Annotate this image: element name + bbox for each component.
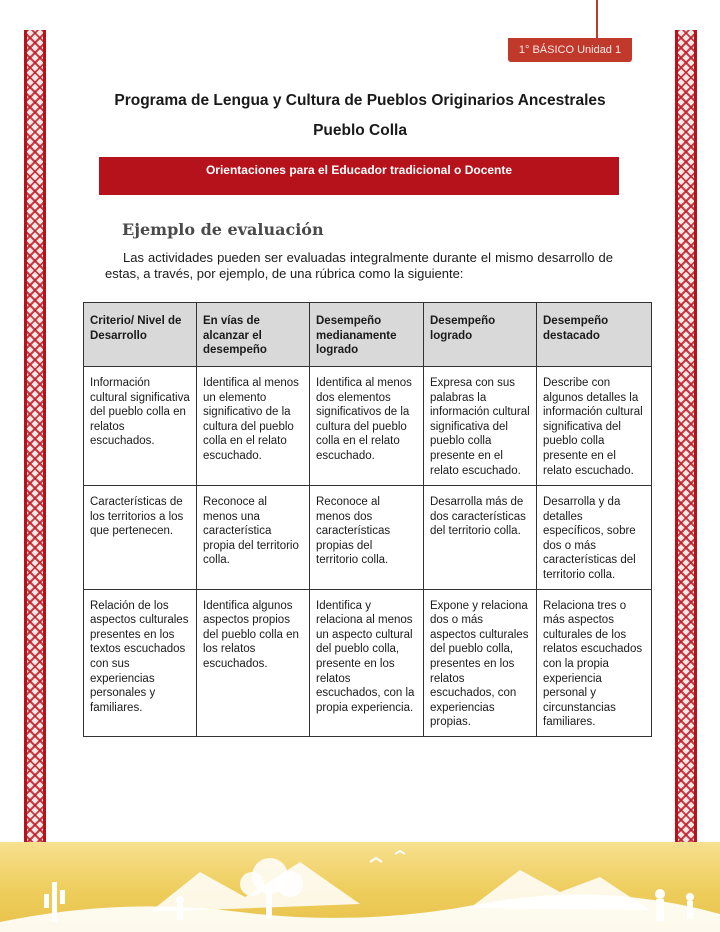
header-cell-medianamente: Desempeño medianamente logrado	[310, 303, 424, 367]
table-cell: Características de los territorios a los que pertenecen.	[84, 486, 197, 590]
decorative-border-right	[675, 30, 697, 845]
landscape-illustration	[0, 842, 720, 932]
table-cell: Reconoce al menos una característica propia del territorio colla.	[197, 486, 310, 590]
table-cell: Identifica al menos dos elementos significativos de la cultura del pueblo colla en el relato escuchado.	[310, 367, 424, 486]
table-cell: Identifica algunos aspectos propios del pueblo colla en los relatos escuchados.	[197, 589, 310, 736]
rubric-table	[83, 302, 652, 737]
header-cell-criterio: Criterio/ Nivel de Desarrollo	[84, 303, 197, 367]
table-row	[84, 589, 652, 736]
header-cell-en-vias: En vías de alcanzar el desempeño	[197, 303, 310, 367]
banner-text: Orientaciones para el Educador tradicional o Docente	[205, 163, 513, 177]
grade-tab: 1° BÁSICO Unidad 1	[508, 38, 632, 62]
grade-tab-line	[596, 0, 598, 38]
table-cell: Relaciona tres o más aspectos culturales de los relatos escuchados con la propia experiencia personal y circunstancias familiares.	[537, 589, 652, 736]
table-cell: Información cultural significativa del pueblo colla en relatos escuchados.	[84, 367, 197, 486]
table-cell: Expone y relaciona dos o más aspectos culturales del pueblo colla, presentes en los relatos escuchados, con experiencias propias.	[424, 589, 537, 736]
table-cell: Describe con algunos detalles la información cultural significativa del pueblo colla presente en el relato escuchado.	[537, 367, 652, 486]
program-title: Programa de Lengua y Cultura de Pueblos Originarios Ancestrales	[114, 92, 606, 109]
section-banner	[99, 157, 619, 195]
table-cell: Identifica al menos un elemento significativo de la cultura del pueblo colla en el relato escuchado.	[197, 367, 310, 486]
table-cell: Reconoce al menos dos características propias del territorio colla.	[310, 486, 424, 590]
rubric-header-row	[84, 303, 652, 367]
footer-landscape	[0, 842, 720, 932]
table-cell: Relación de los aspectos culturales presentes en los textos escuchados con sus experiencias personales y familiares.	[84, 589, 197, 736]
table-cell: Desarrolla y da detalles específicos, sobre dos o más características del territorio colla.	[537, 486, 652, 590]
header-cell-destacado: Desempeño destacado	[537, 303, 652, 367]
table-cell: Expresa con sus palabras la información cultural significativa del pueblo colla presente en el relato escuchado.	[424, 367, 537, 486]
table-row	[84, 486, 652, 590]
section-heading: Ejemplo de evaluación	[122, 220, 324, 239]
decorative-border-left	[24, 30, 46, 845]
people-title: Pueblo Colla	[313, 122, 407, 139]
header-cell-logrado: Desempeño logrado	[424, 303, 537, 367]
intro-paragraph: Las actividades pueden ser evaluadas integralmente durante el mismo desarrollo de estas, a través, por ejemplo, de una rúbrica como la siguiente:	[105, 250, 613, 281]
table-cell: Desarrolla más de dos características del territorio colla.	[424, 486, 537, 590]
table-cell: Identifica y relaciona al menos un aspecto cultural del pueblo colla, presente en los relatos escuchados, con la propia experiencia.	[310, 589, 424, 736]
table-row	[84, 367, 652, 486]
